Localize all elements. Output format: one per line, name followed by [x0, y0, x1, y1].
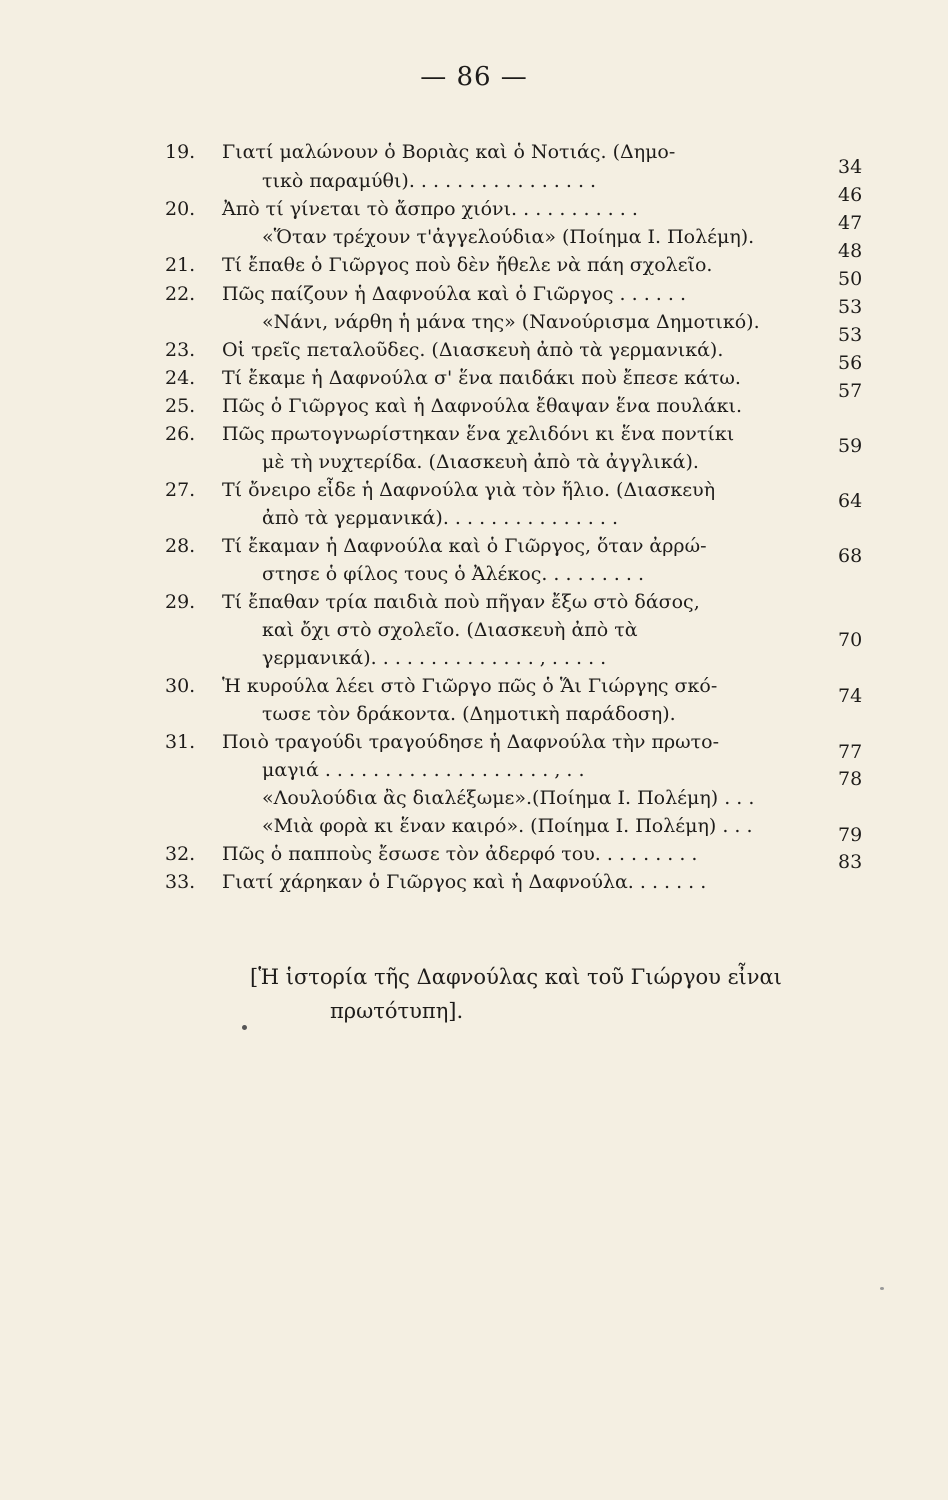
- page-ref: 64: [838, 490, 863, 512]
- page-ref: 56: [838, 352, 863, 374]
- toc-line: [165, 867, 825, 897]
- toc-line: [165, 222, 825, 252]
- toc-entry-title: Οἱ τρεῖς πεταλοῦδες. (Διασκευὴ ἀπὸ τὰ γερμανικά).: [222, 339, 724, 361]
- toc-line: [165, 391, 825, 421]
- toc-entry-title: Τί ἔκαμε ἡ Δαφνούλα σ' ἕνα παιδάκι ποὺ ἔπεσε κάτω.: [222, 367, 741, 389]
- toc-entry-number: 24.: [165, 367, 196, 389]
- toc-entry-title: Ἡ κυρούλα λέει στὸ Γιῶργο πῶς ὁ Ἅι Γιώργης σκό-: [222, 675, 718, 697]
- toc-entry-title: «Λουλούδια ἂς διαλέξωμε».(Ποίημα Ι. Πολέμη) . . .: [262, 787, 755, 809]
- toc-line: [165, 671, 825, 701]
- toc-entry-title: «Ὅταν τρέχουν τ'ἀγγελούδια» (Ποίημα Ι. Πολέμη).: [262, 226, 755, 248]
- toc-entry-title: τωσε τὸν δράκοντα. (Δημοτικὴ παράδοση).: [262, 703, 676, 725]
- page-number: — 86 —: [420, 62, 528, 92]
- toc-line: [165, 531, 825, 561]
- page-ref: 46: [838, 184, 863, 206]
- toc-entry-number: 25.: [165, 395, 196, 417]
- toc-line: [165, 615, 825, 645]
- page-ref: 53: [838, 296, 863, 318]
- toc-line: [165, 783, 825, 813]
- toc-entry-title: Ποιὸ τραγούδι τραγούδησε ἡ Δαφνούλα τὴν πρωτο-: [222, 731, 719, 753]
- toc-line: [165, 194, 825, 224]
- toc-entry-title: Πῶς παίζουν ἡ Δαφνούλα καὶ ὁ Γιῶργος . . . . . .: [222, 283, 686, 305]
- toc-entry-title: Πῶς ὁ παπποὺς ἔσωσε τὸν ἀδερφό του. . . . . . . . .: [222, 843, 698, 865]
- toc-entry-number: 27.: [165, 479, 196, 501]
- toc-line: [165, 137, 825, 167]
- page-ref: 79: [838, 824, 863, 846]
- toc-entry-number: 20.: [165, 198, 196, 220]
- toc-entry-number: 31.: [165, 731, 196, 753]
- toc-line: [165, 166, 825, 196]
- page-ref: 47: [838, 212, 863, 234]
- toc-line: [165, 811, 825, 841]
- toc-entry-number: 19.: [165, 141, 196, 163]
- page-ref: 34: [838, 156, 863, 178]
- toc-line: [165, 363, 825, 393]
- toc-entry-number: 28.: [165, 535, 196, 557]
- toc-line: [165, 335, 825, 365]
- toc-entry-title: Τί ἔπαθε ὁ Γιῶργος ποὺ δὲν ἤθελε νὰ πάη σχολεῖο.: [222, 254, 713, 276]
- page-ref: 53: [838, 324, 863, 346]
- toc-entry-number: 33.: [165, 871, 196, 893]
- toc-entry-title: ἀπὸ τὰ γερμανικά). . . . . . . . . . . . . . .: [262, 507, 618, 529]
- toc-entry-number: 21.: [165, 254, 196, 276]
- ink-speck: [242, 1025, 247, 1030]
- toc-line: [165, 839, 825, 869]
- page-ref: 70: [838, 629, 863, 651]
- toc-line: [165, 699, 825, 729]
- toc-entry-title: καὶ ὄχι στὸ σχολεῖο. (Διασκευὴ ἀπὸ τὰ: [262, 619, 638, 641]
- toc-line: [165, 643, 825, 673]
- toc-entry-title: μαγιά . . . . . . . . . . . . . . . . . . . , . .: [262, 759, 585, 781]
- toc-entry-title: γερμανικά). . . . . . . . . . . . . . , . . . . .: [262, 647, 607, 669]
- page-ref: 77: [838, 741, 863, 763]
- ink-speck: [880, 1287, 884, 1290]
- toc-entry-number: 22.: [165, 283, 196, 305]
- page-ref: 78: [838, 768, 863, 790]
- toc-entry-title: στησε ὁ φίλος τους ὁ Ἀλέκος. . . . . . . . .: [262, 563, 645, 585]
- toc-line: [165, 447, 825, 477]
- toc-entry-title: τικὸ παραμύθι). . . . . . . . . . . . . . . .: [262, 170, 597, 192]
- toc-entry-number: 26.: [165, 423, 196, 445]
- page-ref: 50: [838, 268, 863, 290]
- toc-entry-title: Τί ὄνειρο εἶδε ἡ Δαφνούλα γιὰ τὸν ἥλιο. (Διασκευὴ: [222, 479, 716, 501]
- toc-line: [165, 559, 825, 589]
- toc-entry-title: Ἀπὸ τί γίνεται τὸ ἄσπρο χιόνι. . . . . . . . . . .: [222, 198, 638, 220]
- toc-entry-title: «Μιὰ φορὰ κι ἕναν καιρό». (Ποίημα Ι. Πολέμη) . . .: [262, 815, 753, 837]
- toc-line: [165, 250, 825, 280]
- toc-entry-number: 30.: [165, 675, 196, 697]
- toc-line: [165, 279, 825, 309]
- toc-entry-title: Γιατί μαλώνουν ὁ Βοριὰς καὶ ὁ Νοτιάς. (Δημο-: [222, 141, 676, 163]
- toc-line: [165, 755, 825, 785]
- page-ref: 83: [838, 851, 863, 873]
- toc-entry-title: «Νάνι, νάρθη ἡ μάνα της» (Νανούρισμα Δημοτικό).: [262, 311, 760, 333]
- footnote-line-2: πρωτότυπη].: [330, 999, 464, 1023]
- page-ref: 59: [838, 435, 863, 457]
- page-ref: 74: [838, 685, 863, 707]
- toc-entry-title: Πῶς ὁ Γιῶργος καὶ ἡ Δαφνούλα ἔθαψαν ἕνα πουλάκι.: [222, 395, 743, 417]
- toc-line: [165, 727, 825, 757]
- toc-line: [165, 419, 825, 449]
- page-ref: 68: [838, 545, 863, 567]
- toc-entry-number: 23.: [165, 339, 196, 361]
- toc-line: [165, 587, 825, 617]
- toc-line: [165, 307, 825, 337]
- toc-entry-title: Γιατί χάρηκαν ὁ Γιῶργος καὶ ἡ Δαφνούλα. . . . . . .: [222, 871, 707, 893]
- toc-entry-number: 32.: [165, 843, 196, 865]
- page-ref: 48: [838, 240, 863, 262]
- toc-entry-title: Πῶς πρωτογνωρίστηκαν ἕνα χελιδόνι κι ἕνα ποντίκι: [222, 423, 735, 445]
- page-ref: 57: [838, 380, 863, 402]
- toc-entry-number: 29.: [165, 591, 196, 613]
- toc-entry-title: Τί ἔκαμαν ἡ Δαφνούλα καὶ ὁ Γιῶργος, ὅταν ἀρρώ-: [222, 535, 707, 557]
- toc-line: [165, 475, 825, 505]
- footnote-line-1: [Ἡ ἱστορία τῆς Δαφνούλας καὶ τοῦ Γιώργου εἶναι: [250, 965, 782, 989]
- toc-entry-title: μὲ τὴ νυχτερίδα. (Διασκευὴ ἀπὸ τὰ ἀγγλικά).: [262, 451, 699, 473]
- toc-line: [165, 503, 825, 533]
- toc-entry-title: Τί ἔπαθαν τρία παιδιὰ ποὺ πῆγαν ἔξω στὸ δάσος,: [222, 591, 700, 613]
